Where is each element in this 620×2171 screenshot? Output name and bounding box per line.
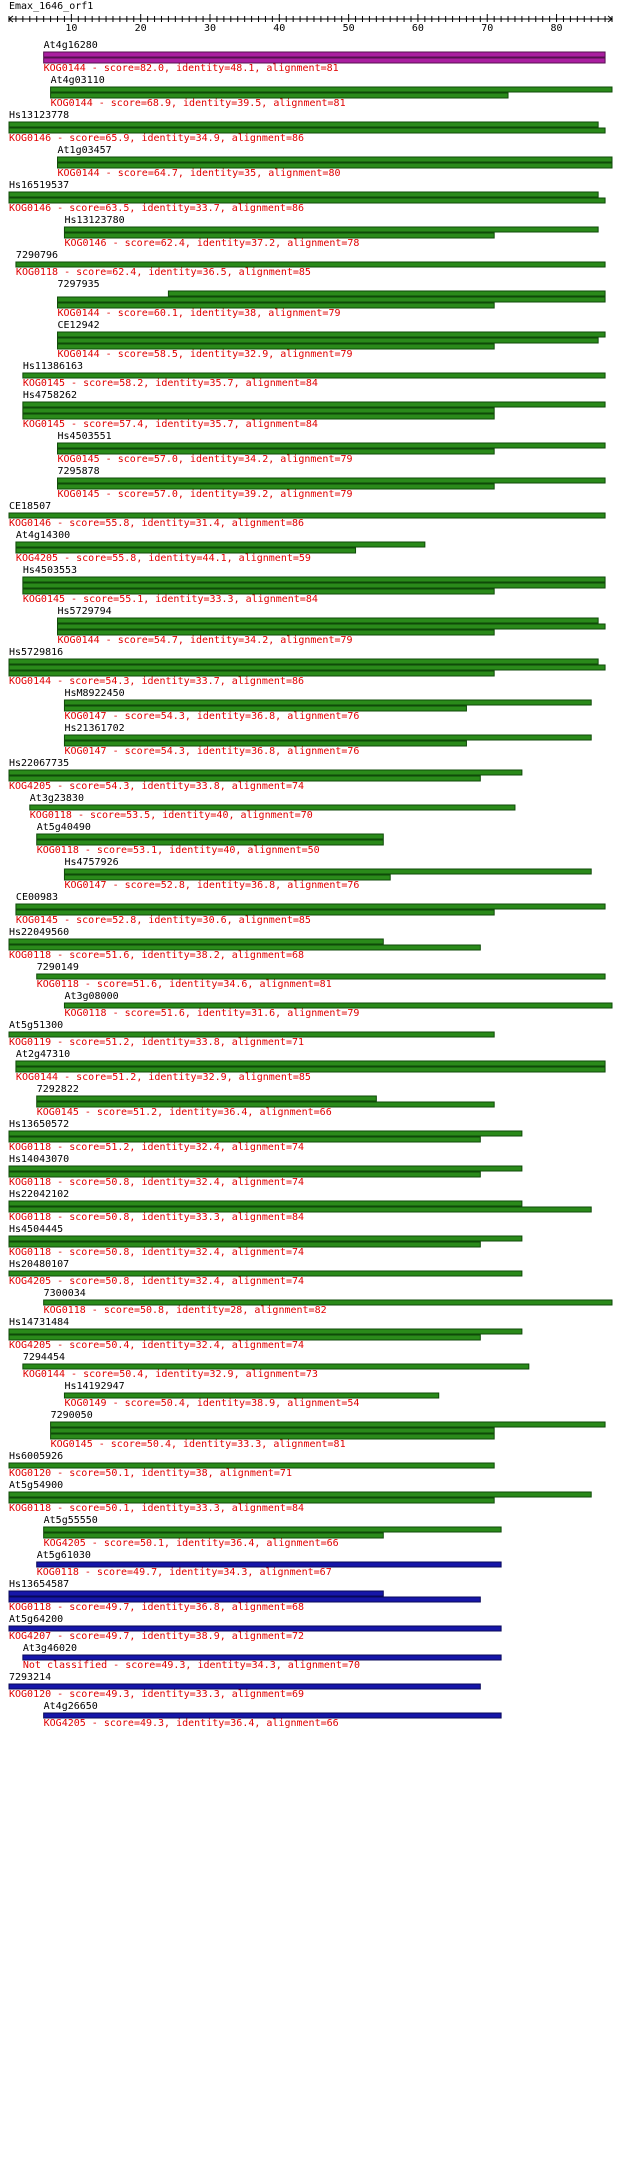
hit-row — [30, 793, 515, 821]
hit-name: Hs21361702 — [64, 723, 125, 734]
hit-description: KOG0144 - score=54.3, identity=33.7, alignment=86 — [9, 676, 305, 687]
hit-description: KOG0120 - score=49.3, identity=33.3, alignment=69 — [9, 1689, 305, 1700]
hit-row — [9, 1020, 494, 1048]
hit-description: KOG0144 - score=82.0, identity=48.1, alignment=81 — [43, 63, 339, 74]
hit-row — [23, 1643, 501, 1671]
axis-tick-label: 70 — [481, 23, 494, 34]
hit-description: KOG0144 - score=58.5, identity=32.9, alignment=79 — [57, 349, 353, 360]
hit-alignment-bar — [9, 1236, 522, 1241]
hit-name: At1g03457 — [57, 145, 112, 156]
axis-tick-label: 40 — [273, 23, 286, 34]
hit-name: At2g47310 — [15, 1049, 71, 1060]
hit-name: At3g46020 — [22, 1643, 78, 1654]
hit-row — [23, 390, 605, 430]
hit-description: KOG0144 - score=54.7, identity=34.2, alignment=79 — [57, 635, 353, 646]
hit-row — [16, 892, 605, 926]
hit-alignment-bar — [9, 659, 598, 664]
hit-description: KOG0118 - score=53.1, identity=40, alignment=50 — [36, 845, 320, 856]
axis-tick-label: 60 — [411, 23, 424, 34]
hit-name: Hs13654587 — [9, 1579, 70, 1590]
hit-alignment-bar — [9, 1591, 383, 1596]
hit-alignment-bar — [23, 408, 494, 413]
hit-row — [9, 758, 522, 792]
hit-row — [44, 1288, 612, 1316]
hit-name: 7290149 — [36, 962, 79, 973]
hit-row — [44, 1515, 501, 1549]
hit-row — [58, 320, 606, 360]
hit-name: Hs14192947 — [64, 1381, 125, 1392]
hit-description: KOG0145 - score=57.0, identity=39.2, alignment=79 — [57, 489, 353, 500]
hit-description: KOG0145 - score=51.2, identity=36.4, alignment=66 — [36, 1107, 332, 1118]
hit-name: At5g40490 — [36, 822, 91, 833]
hit-name: Hs4504445 — [9, 1224, 64, 1235]
hit-row — [9, 1259, 522, 1287]
hit-name: CE12942 — [57, 320, 100, 331]
hit-name: Hs13123778 — [9, 110, 70, 121]
hit-description: KOG0146 - score=65.9, identity=34.9, alignment=86 — [9, 133, 305, 144]
hit-row — [9, 180, 605, 214]
hit-name: At3g08000 — [64, 991, 119, 1002]
hit-row — [37, 1550, 501, 1578]
hit-alignment-bar — [9, 939, 383, 944]
hit-alignment-bar — [9, 665, 605, 670]
hit-description: KOG0145 - score=57.0, identity=34.2, alignment=79 — [57, 454, 353, 465]
hit-description: KOG4205 - score=54.3, identity=33.8, alignment=74 — [9, 781, 305, 792]
hit-alignment-bar — [64, 735, 591, 740]
hit-row — [23, 565, 605, 605]
hit-description: KOG0145 - score=57.4, identity=35.7, alignment=84 — [22, 419, 318, 430]
hit-name: Hs22067735 — [9, 758, 70, 769]
hit-alignment-bar — [64, 227, 598, 232]
hit-description: KOG0118 - score=50.8, identity=33.3, alignment=84 — [9, 1212, 305, 1223]
hit-alignment-bar — [51, 1422, 605, 1427]
hit-list — [9, 40, 612, 1729]
hit-description: KOG0144 - score=64.7, identity=35, alignment=80 — [57, 168, 341, 179]
hit-alignment-bar — [9, 1492, 591, 1497]
hit-alignment-bar — [23, 583, 605, 588]
hit-alignment-bar — [51, 87, 612, 92]
hit-description: KOG0149 - score=50.4, identity=38.9, alignment=54 — [64, 1398, 360, 1409]
hit-name: Hs16519537 — [9, 180, 70, 191]
hit-row — [16, 530, 425, 564]
hit-name: Hs4757926 — [64, 857, 119, 868]
hit-description: KOG0118 - score=50.1, identity=33.3, alignment=84 — [9, 1503, 305, 1514]
hit-alignment-bar — [9, 122, 598, 127]
hit-row — [16, 1049, 605, 1083]
hit-name: CE18507 — [9, 501, 52, 512]
hit-alignment-bar — [9, 1201, 522, 1206]
hit-description: KOG0147 - score=54.3, identity=36.8, alignment=76 — [64, 746, 360, 757]
hit-name: Hs20480107 — [9, 1259, 70, 1270]
hit-alignment-bar — [58, 443, 606, 448]
hit-description: KOG0118 - score=50.8, identity=32.4, alignment=74 — [9, 1177, 305, 1188]
hit-name: Hs13123780 — [64, 215, 125, 226]
hit-row — [9, 1317, 522, 1351]
hit-row — [64, 1381, 438, 1409]
hit-row — [9, 927, 480, 961]
hit-alignment-bar — [23, 577, 605, 582]
hit-row — [37, 962, 605, 990]
hit-name: At5g55550 — [43, 1515, 98, 1526]
hit-alignment-bar — [58, 618, 599, 623]
hit-alignment-bar — [16, 1061, 605, 1066]
hit-name: HsM8922450 — [64, 688, 125, 699]
hit-name: At4g26650 — [43, 1701, 98, 1712]
hit-row — [23, 361, 605, 389]
hit-alignment-bar — [58, 157, 612, 162]
hit-description: KOG0118 - score=51.2, identity=32.4, alignment=74 — [9, 1142, 305, 1153]
hit-name: 7297935 — [57, 279, 100, 290]
hit-description: KOG0146 - score=63.5, identity=33.7, alignment=86 — [9, 203, 305, 214]
hit-row — [16, 250, 605, 278]
hit-name: 7290796 — [15, 250, 59, 261]
hit-name: Hs5729816 — [9, 647, 64, 658]
hit-description: KOG0118 - score=51.6, identity=31.6, alignment=79 — [64, 1008, 360, 1019]
hit-alignment-bar — [23, 402, 605, 407]
hit-row — [9, 1451, 494, 1479]
hit-name: Hs4758262 — [22, 390, 78, 401]
hit-row — [9, 1672, 480, 1700]
hit-name: Hs5729794 — [57, 606, 112, 617]
hit-name: Hs14731484 — [9, 1317, 70, 1328]
hit-name: Hs4503553 — [22, 565, 78, 576]
hit-description: KOG0145 - score=50.4, identity=33.3, alignment=81 — [50, 1439, 346, 1450]
axis-tick-label: 50 — [342, 23, 355, 34]
hit-alignment-bar — [58, 624, 606, 629]
hit-alignment-bar — [9, 770, 522, 775]
hit-row — [64, 688, 591, 722]
hit-name: Hs11386163 — [22, 361, 84, 372]
query-axis — [9, 14, 612, 34]
hit-description: KOG0118 - score=50.8, identity=32.4, alignment=74 — [9, 1247, 305, 1258]
hit-row — [23, 1352, 529, 1380]
hit-description: KOG0145 - score=58.2, identity=35.7, alignment=84 — [22, 378, 318, 389]
hit-description: KOG0147 - score=52.8, identity=36.8, alignment=76 — [64, 880, 360, 891]
hit-description: KOG0144 - score=50.4, identity=32.9, alignment=73 — [22, 1369, 318, 1380]
hit-alignment-bar — [168, 291, 605, 296]
hit-description: KOG4205 - score=50.8, identity=32.4, alignment=74 — [9, 1276, 305, 1287]
hit-row — [9, 1614, 501, 1642]
hit-description: KOG0118 - score=51.6, identity=38.2, alignment=68 — [9, 950, 305, 961]
hit-row — [58, 606, 606, 646]
hit-name: Hs4503551 — [57, 431, 112, 442]
hit-description: KOG0147 - score=54.3, identity=36.8, alignment=76 — [64, 711, 360, 722]
hit-alignment-bar — [58, 478, 606, 483]
hit-name: At4g16280 — [43, 40, 98, 51]
hit-name: Hs6005926 — [9, 1451, 64, 1462]
hit-row — [58, 466, 606, 500]
hit-row — [44, 1701, 501, 1729]
hit-description: KOG4205 - score=50.1, identity=36.4, alignment=66 — [43, 1538, 339, 1549]
query-label: Emax_1646_orf1 — [9, 1, 94, 12]
hit-description: KOG0144 - score=68.9, identity=39.5, alignment=81 — [50, 98, 346, 109]
hit-description: KOG0118 - score=53.5, identity=40, alignment=70 — [29, 810, 313, 821]
hit-name: Hs14043070 — [9, 1154, 70, 1165]
hit-row — [51, 1410, 605, 1450]
hit-row — [58, 279, 606, 319]
hit-alignment-bar — [16, 904, 605, 909]
hit-row — [9, 1224, 522, 1258]
hit-row — [9, 1189, 591, 1223]
hit-name: 7300034 — [43, 1288, 86, 1299]
hit-row — [58, 145, 612, 179]
hit-description: KOG0120 - score=50.1, identity=38, alignment=71 — [9, 1468, 292, 1479]
hit-description: KOG0118 - score=49.7, identity=34.3, alignment=67 — [36, 1567, 332, 1578]
hit-row — [9, 501, 605, 529]
hit-description: KOG0146 - score=62.4, identity=37.2, alignment=78 — [64, 238, 360, 249]
hit-row — [9, 1119, 522, 1153]
hit-row — [51, 75, 612, 109]
hit-description: KOG0119 - score=51.2, identity=33.8, alignment=71 — [9, 1037, 305, 1048]
hit-name: 7290050 — [50, 1410, 93, 1421]
hit-row — [64, 723, 591, 757]
hit-row — [37, 1084, 494, 1118]
hit-name: At5g54900 — [9, 1480, 64, 1491]
hit-row — [64, 991, 612, 1019]
hit-name: 7295878 — [57, 466, 100, 477]
hit-row — [9, 647, 605, 687]
hit-alignment-bar — [9, 1329, 522, 1334]
hit-description: KOG0146 - score=55.8, identity=31.4, alignment=86 — [9, 518, 305, 529]
hit-alignment-bar — [9, 1131, 522, 1136]
axis-tick-label: 20 — [134, 23, 147, 34]
hit-name: At4g14300 — [15, 530, 71, 541]
hit-name: 7293214 — [9, 1672, 52, 1683]
hit-alignment-bar — [44, 52, 605, 57]
hit-alignment-bar — [64, 869, 591, 874]
hit-description: KOG0145 - score=52.8, identity=30.6, alignment=85 — [15, 915, 311, 926]
axis-tick-label: 30 — [203, 23, 217, 34]
hit-description: KOG0118 - score=62.4, identity=36.5, alignment=85 — [15, 267, 311, 278]
hit-alignment-bar — [9, 1166, 522, 1171]
hit-alignment-bar — [51, 1428, 495, 1433]
hit-description: KOG4207 - score=49.7, identity=38.9, alignment=72 — [9, 1631, 305, 1642]
hit-alignment-bar — [44, 1527, 501, 1532]
hit-row — [44, 40, 605, 74]
hit-name: At4g03110 — [50, 75, 105, 86]
hit-alignment-bar — [16, 542, 425, 547]
hit-row — [9, 1154, 522, 1188]
hit-description: KOG4205 - score=50.4, identity=32.4, alignment=74 — [9, 1340, 305, 1351]
hit-description: KOG0118 - score=49.7, identity=36.8, alignment=68 — [9, 1602, 305, 1613]
hit-description: KOG0144 - score=51.2, identity=32.9, alignment=85 — [15, 1072, 311, 1083]
hit-name: CE00983 — [15, 892, 59, 903]
hit-alignment-bar — [64, 700, 591, 705]
hit-description: KOG0145 - score=55.1, identity=33.3, alignment=84 — [22, 594, 318, 605]
hit-description: KOG4205 - score=49.3, identity=36.4, alignment=66 — [43, 1718, 339, 1729]
axis-tick-label: 10 — [65, 23, 78, 34]
hit-alignment-bar — [37, 1096, 377, 1101]
hit-row — [58, 431, 606, 465]
hit-alignment-bar — [58, 332, 606, 337]
hit-row — [64, 215, 598, 249]
hit-name: At3g23830 — [29, 793, 84, 804]
hit-description: KOG0118 - score=51.6, identity=34.6, alignment=81 — [36, 979, 332, 990]
hit-description: Not classified - score=49.3, identity=34.3, alignment=70 — [22, 1660, 361, 1671]
hit-name: At5g61030 — [36, 1550, 91, 1561]
hit-name: Hs22042102 — [9, 1189, 70, 1200]
hit-row — [9, 1480, 591, 1514]
hit-row — [9, 110, 605, 144]
hit-name: 7292822 — [36, 1084, 79, 1095]
hit-description: KOG4205 - score=55.8, identity=44.1, alignment=59 — [15, 553, 311, 564]
hit-row — [9, 1579, 480, 1613]
hit-name: 7294454 — [22, 1352, 66, 1363]
hit-name: At5g51300 — [9, 1020, 64, 1031]
hit-alignment-bar — [9, 192, 598, 197]
hit-alignment-bar — [58, 297, 606, 302]
axis-tick-label: 80 — [550, 23, 563, 34]
hit-name: Hs22049560 — [9, 927, 70, 938]
hit-name: Hs13650572 — [9, 1119, 70, 1130]
hit-alignment-bar — [37, 834, 384, 839]
hit-description: KOG0144 - score=60.1, identity=38, alignment=79 — [57, 308, 341, 319]
hit-name: At5g64200 — [9, 1614, 64, 1625]
hit-alignment-bar — [58, 338, 599, 343]
hit-row — [37, 822, 384, 856]
hit-description: KOG0118 - score=50.8, identity=28, alignment=82 — [43, 1305, 327, 1316]
hit-row — [64, 857, 591, 891]
